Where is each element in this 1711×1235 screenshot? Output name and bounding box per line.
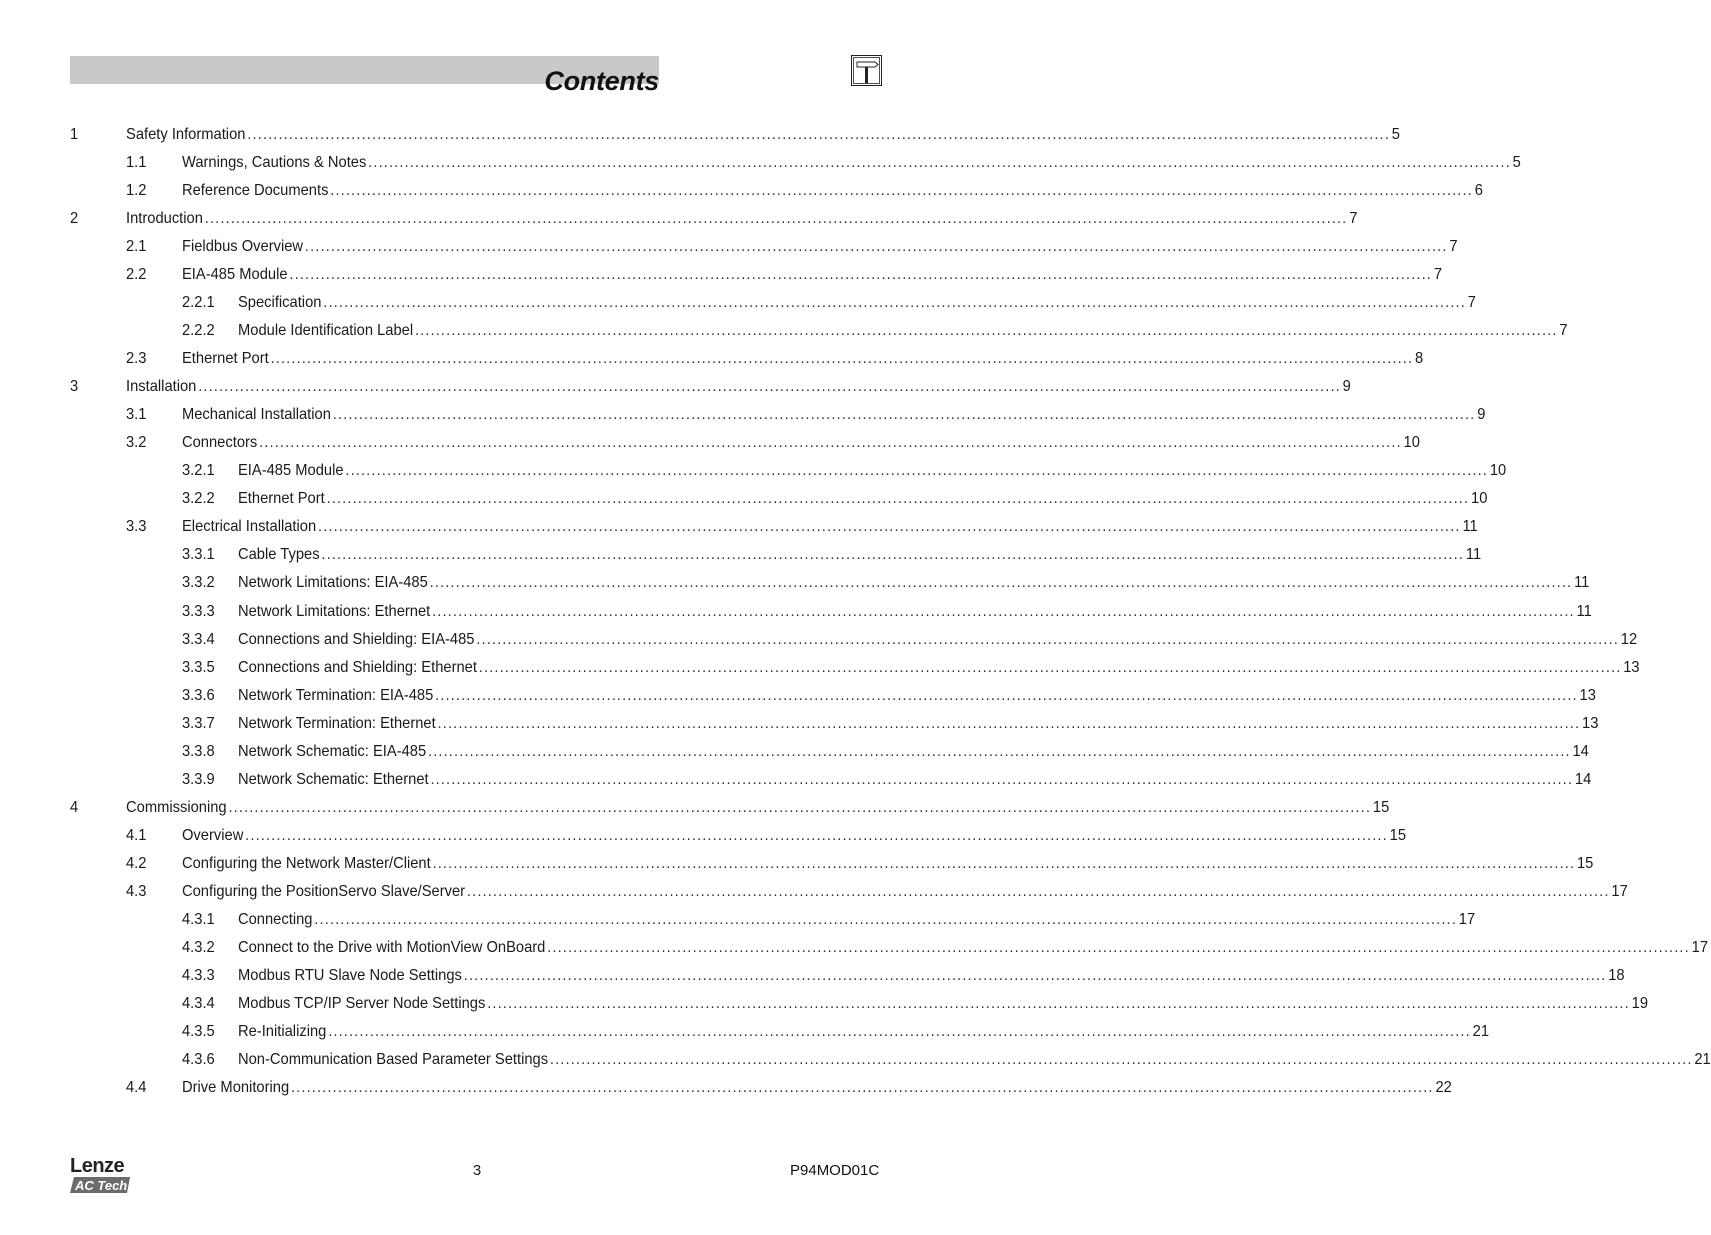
toc-entry-number: 3.2.1: [181, 462, 215, 480]
toc-entry-line: [181, 152, 1521, 174]
toc-dot-leader: ............................................................................................................................................................................................................................: [428, 742, 1571, 760]
toc-entry-line: [237, 937, 1709, 959]
toc-entry[interactable]: [0, 601, 1592, 623]
logo-brand-text: Lenze: [70, 1155, 125, 1177]
toc-dot-leader: ............................................................................................................................................................................................................................: [289, 266, 1432, 284]
toc-dot-leader: ............................................................................................................................................................................................................................: [259, 434, 1402, 452]
toc-entry[interactable]: [0, 152, 1521, 174]
toc-dot-leader: ............................................................................................................................................................................................................................: [198, 378, 1341, 396]
toc-entry-page: 5: [1512, 154, 1521, 172]
toc-dot-leader: ............................................................................................................................................................................................................................: [304, 238, 1448, 256]
toc-entry-page: 10: [1471, 490, 1488, 508]
toc-entry[interactable]: [0, 348, 1424, 370]
toc-entry[interactable]: [0, 404, 1486, 426]
toc-entry-line: [181, 404, 1486, 426]
toc-entry-page: 17: [1458, 910, 1476, 928]
toc-entry-title: Connections and Shielding: EIA-485: [237, 630, 475, 648]
toc-entry[interactable]: [0, 236, 1458, 258]
toc-entry-line: [125, 208, 1358, 230]
toc-entry-number: 3.3.4: [181, 630, 215, 648]
toc-entry-line: [237, 629, 1638, 651]
toc-entry-title: Re-Initializing: [237, 1022, 327, 1040]
toc-entry-line: [237, 741, 1589, 763]
toc-dot-leader: ............................................................................................................................................................................................................................: [204, 210, 1348, 228]
toc-entry-number: 4.3.3: [181, 966, 215, 984]
toc-entry-page: 13: [1582, 714, 1599, 732]
toc-entry-number: 1: [69, 126, 79, 143]
toc-dot-leader: ............................................................................................................................................................................................................................: [487, 994, 1630, 1012]
toc-entry-line: [237, 713, 1599, 735]
toc-entry-line: [237, 488, 1488, 510]
toc-entry-line: [181, 516, 1478, 538]
toc-dot-leader: ............................................................................................................................................................................................................................: [321, 546, 1465, 564]
toc-entry-title: EIA-485 Module: [181, 266, 288, 284]
toc-entry-title: EIA-485 Module: [237, 462, 344, 480]
toc-entry-line: [237, 685, 1596, 707]
toc-dot-leader: ............................................................................................................................................................................................................................: [290, 1079, 1434, 1097]
toc-entry-number: 4.3: [125, 882, 147, 900]
toc-entry[interactable]: [0, 881, 1628, 903]
toc-entry-page: 18: [1608, 966, 1625, 984]
toc-entry-line: [237, 460, 1507, 482]
toc-entry[interactable]: [0, 741, 1589, 763]
toc-dot-leader: ............................................................................................................................................................................................................................: [437, 714, 1581, 732]
toc-entry-number: 4.3.2: [181, 938, 215, 956]
toc-entry-number: 3.3.9: [181, 770, 215, 788]
toc-dot-leader: ............................................................................................................................................................................................................................: [432, 602, 1575, 620]
toc-dot-leader: ............................................................................................................................................................................................................................: [466, 882, 1610, 900]
toc-entry-number: 4.4: [125, 1079, 147, 1097]
toc-entry[interactable]: [0, 516, 1478, 538]
toc-dot-leader: ............................................................................................................................................................................................................................: [432, 854, 1576, 872]
toc-dot-leader: ............................................................................................................................................................................................................................: [318, 518, 1461, 536]
toc-entry[interactable]: [0, 180, 1483, 202]
footer-page-number: 3: [472, 1162, 482, 1179]
toc-entry-page: 7: [1349, 210, 1358, 228]
toc-dot-leader: ............................................................................................................................................................................................................................: [478, 658, 1622, 676]
toc-entry[interactable]: [0, 544, 1482, 566]
toc-entry-line: [237, 320, 1568, 342]
toc-entry-number: 2.3: [125, 350, 147, 368]
toc-dot-leader: ............................................................................................................................................................................................................................: [323, 294, 1466, 312]
toc-entry-title: Network Termination: EIA-485: [237, 686, 434, 704]
toc-entry-number: 3: [69, 378, 79, 396]
toc-entry-page: 7: [1449, 238, 1458, 256]
toc-entry-line: [181, 264, 1443, 286]
toc-entry-page: 11: [1462, 518, 1478, 536]
toc-entry-line: [181, 236, 1458, 258]
toc-entry-page: 11: [1576, 602, 1592, 620]
toc-dot-leader: ............................................................................................................................................................................................................................: [414, 322, 1558, 340]
toc-entry[interactable]: [0, 1021, 1490, 1043]
toc-entry[interactable]: [0, 376, 1351, 398]
toc-entry-number: 3.3.7: [181, 714, 215, 732]
toc-entry-number: 3.3.3: [181, 602, 215, 620]
toc-entry-number: 3.3.1: [181, 546, 215, 564]
toc-entry-page: 17: [1691, 938, 1709, 956]
toc-entry[interactable]: [0, 853, 1594, 875]
toc-entry-line: [237, 965, 1625, 987]
toc-entry-page: 22: [1435, 1079, 1452, 1097]
toc-entry-title: Modbus RTU Slave Node Settings: [237, 966, 462, 984]
toc-entry-number: 3.3: [125, 518, 147, 536]
toc-entry-number: 3.1: [125, 406, 147, 424]
toc-entry[interactable]: [0, 769, 1592, 791]
toc-entry-number: 3.3.8: [181, 742, 215, 760]
toc-dot-leader: ............................................................................................................................................................................................................................: [549, 1050, 1693, 1068]
toc-entry-title: Introduction: [125, 210, 203, 228]
toc-entry-line: [237, 1049, 1711, 1071]
toc-entry-line: [181, 432, 1420, 454]
toc-entry[interactable]: [0, 572, 1590, 594]
toc-entry-number: 2: [69, 210, 79, 228]
toc-entry[interactable]: [0, 657, 1640, 679]
toc-entry[interactable]: [0, 460, 1507, 482]
toc-entry-title: Modbus TCP/IP Server Node Settings: [237, 994, 486, 1012]
toc-entry[interactable]: [0, 937, 1709, 959]
toc-entry[interactable]: [0, 292, 1476, 314]
toc-entry-number: 2.2.1: [181, 294, 215, 312]
toc-dot-leader: ............................................................................................................................................................................................................................: [429, 574, 1573, 592]
toc-entry-title: Installation: [125, 378, 197, 396]
toc-entry-number: 3.2.2: [181, 490, 215, 508]
toc-dot-leader: ............................................................................................................................................................................................................................: [270, 350, 1414, 368]
toc-dot-leader: ............................................................................................................................................................................................................................: [435, 686, 1578, 704]
toc-entry[interactable]: [0, 909, 1476, 931]
toc-entry-number: 4.3.6: [181, 1050, 215, 1068]
toc-dot-leader: ............................................................................................................................................................................................................................: [326, 490, 1470, 508]
toc-dot-leader: ............................................................................................................................................................................................................................: [328, 1022, 1471, 1040]
toc-entry-title: Network Limitations: Ethernet: [237, 602, 431, 620]
toc-dot-leader: ............................................................................................................................................................................................................................: [463, 966, 1607, 984]
toc-entry-page: 13: [1579, 686, 1596, 704]
toc-entry-page: 21: [1694, 1050, 1711, 1068]
toc-entry[interactable]: [0, 1049, 1711, 1071]
logo-sub-text: AC Tech: [75, 1178, 128, 1193]
toc-dot-leader: ............................................................................................................................................................................................................................: [476, 630, 1619, 648]
toc-entry-line: [237, 572, 1590, 594]
toc-entry-page: 14: [1572, 742, 1589, 760]
toc-entry[interactable]: [0, 797, 1390, 819]
toc-dot-leader: ............................................................................................................................................................................................................................: [247, 126, 1390, 143]
footer-doc-code: P94MOD01C: [790, 1162, 880, 1179]
toc-dot-leader: ............................................................................................................................................................................................................................: [228, 798, 1372, 816]
toc-entry-page: 7: [1559, 322, 1568, 340]
toc-entry-page: 9: [1477, 406, 1486, 424]
toc-dot-leader: ............................................................................................................................................................................................................................: [245, 826, 1388, 844]
toc-entry-number: 4.3.1: [181, 910, 215, 928]
toc-entry-number: 4.1: [125, 826, 147, 844]
toc-entry-page: 11: [1574, 574, 1590, 592]
toc-entry-page: 6: [1474, 182, 1483, 200]
toc-entry-number: 2.1: [125, 238, 147, 256]
toc-entry-line: [181, 881, 1628, 903]
toc-dot-leader: ............................................................................................................................................................................................................................: [332, 406, 1476, 424]
info-pointer-icon: [851, 55, 882, 86]
toc-entry-page: 8: [1415, 350, 1424, 368]
toc-entry-title: Specification: [237, 294, 322, 312]
toc-entry[interactable]: [0, 713, 1599, 735]
toc-entry-number: 4.3.5: [181, 1022, 215, 1040]
toc-entry-page: 7: [1467, 294, 1476, 312]
toc-entry-page: 12: [1620, 630, 1638, 648]
toc-entry-number: 3.3.6: [181, 686, 215, 704]
toc-entry-page: 21: [1472, 1022, 1490, 1040]
toc-entry-number: 4.3.4: [181, 994, 215, 1012]
toc-entry-number: 3.3.2: [181, 574, 215, 592]
toc-entry[interactable]: [0, 124, 1400, 146]
toc-entry-page: 10: [1403, 434, 1420, 452]
toc-entry-title: Configuring the PositionServo Slave/Server: [181, 882, 466, 900]
toc-entry-line: [181, 853, 1594, 875]
toc-entry-line: [237, 1021, 1490, 1043]
toc-dot-leader: ............................................................................................................................................................................................................................: [368, 154, 1511, 172]
toc-entry-number: 2.2: [125, 266, 147, 284]
toc-entry-title: Mechanical Installation: [181, 406, 331, 424]
toc-entry-number: 3.2: [125, 434, 147, 452]
toc-entry-page: 7: [1433, 266, 1443, 284]
toc-entry-line: [125, 124, 1400, 146]
toc-entry-title: Module Identification Label: [237, 322, 414, 340]
toc-entry[interactable]: [0, 488, 1488, 510]
toc-entry[interactable]: [0, 208, 1358, 230]
toc-entry-title: Connections and Shielding: Ethernet: [237, 658, 477, 676]
toc-entry-line: [181, 1077, 1452, 1099]
toc-entry-number: 4: [69, 798, 79, 816]
toc-entry-title: Reference Documents: [181, 182, 329, 200]
toc-entry[interactable]: [0, 320, 1568, 342]
toc-entry-title: Commissioning: [125, 798, 227, 816]
toc-entry-number: 1.1: [125, 154, 147, 172]
toc-entry[interactable]: [0, 629, 1638, 651]
toc-entry-title: Warnings, Cautions & Notes: [181, 154, 367, 172]
toc-entry-page: 15: [1576, 854, 1594, 872]
toc-entry-page: 13: [1623, 658, 1640, 676]
page-title: Contents: [544, 66, 659, 96]
toc-entry[interactable]: [0, 993, 1649, 1015]
toc-dot-leader: ............................................................................................................................................................................................................................: [430, 770, 1574, 788]
toc-entry-line: [125, 376, 1351, 398]
toc-entry-title: Network Limitations: EIA-485: [237, 574, 428, 592]
toc-entry-title: Drive Monitoring: [181, 1079, 290, 1097]
toc-entry-line: [237, 544, 1482, 566]
toc-dot-leader: ............................................................................................................................................................................................................................: [547, 938, 1690, 956]
toc-entry[interactable]: [0, 965, 1625, 987]
toc-entry-line: [237, 993, 1649, 1015]
toc-entry-line: [181, 348, 1424, 370]
toc-entry[interactable]: [0, 685, 1596, 707]
toc-entry-title: Ethernet Port: [181, 350, 269, 368]
toc-entry-page: 19: [1631, 994, 1649, 1012]
toc-entry-line: [237, 909, 1476, 931]
toc-entry-title: Network Termination: Ethernet: [237, 714, 436, 732]
toc-entry-number: 2.2.2: [181, 322, 215, 340]
toc-entry-title: Electrical Installation: [181, 518, 317, 536]
toc-entry-number: 4.2: [125, 854, 147, 872]
toc-entry-title: Network Schematic: Ethernet: [237, 770, 429, 788]
toc-entry-line: [237, 292, 1476, 314]
toc-entry-title: Ethernet Port: [237, 490, 325, 508]
toc-entry[interactable]: [0, 1077, 1452, 1099]
toc-entry[interactable]: [0, 825, 1407, 847]
toc-entry-title: Fieldbus Overview: [181, 238, 304, 256]
toc-entry-title: Network Schematic: EIA-485: [237, 742, 427, 760]
toc-entry-line: [181, 180, 1483, 202]
toc-entry-line: [125, 797, 1390, 819]
toc-entry-line: [181, 825, 1407, 847]
toc-entry[interactable]: [0, 432, 1420, 454]
toc-entry-number: 1.2: [125, 182, 147, 200]
lenze-actech-logo: [70, 1153, 132, 1195]
toc-entry-title: Cable Types: [237, 546, 320, 564]
toc-entry-page: 15: [1372, 798, 1390, 816]
toc-dot-leader: ............................................................................................................................................................................................................................: [330, 182, 1473, 200]
toc-entry[interactable]: [0, 264, 1443, 286]
toc-entry-title: Connecting: [237, 910, 313, 928]
toc-entry-page: 11: [1465, 546, 1482, 564]
toc-entry-title: Configuring the Network Master/Client: [181, 854, 431, 872]
toc-entry-line: [237, 601, 1592, 623]
toc-entry-page: 14: [1574, 770, 1592, 788]
toc-entry-page: 10: [1489, 462, 1507, 480]
toc-entry-title: Safety Information: [125, 126, 246, 143]
toc-entry-title: Overview: [181, 826, 244, 844]
toc-entry-line: [237, 769, 1592, 791]
toc-entry-page: 5: [1391, 126, 1400, 143]
toc-entry-number: 3.3.5: [181, 658, 215, 676]
toc-entry-title: Connectors: [181, 434, 258, 452]
toc-entry-title: Connect to the Drive with MotionView OnBoard: [237, 938, 546, 956]
toc-entry-page: 9: [1342, 378, 1351, 396]
toc-dot-leader: ............................................................................................................................................................................................................................: [314, 910, 1457, 928]
toc-entry-line: [237, 657, 1640, 679]
toc-entry-page: 15: [1389, 826, 1407, 844]
toc-entry-page: 17: [1611, 882, 1628, 900]
toc-dot-leader: ............................................................................................................................................................................................................................: [345, 462, 1488, 480]
toc-entry-title: Non-Communication Based Parameter Settings: [237, 1050, 549, 1068]
